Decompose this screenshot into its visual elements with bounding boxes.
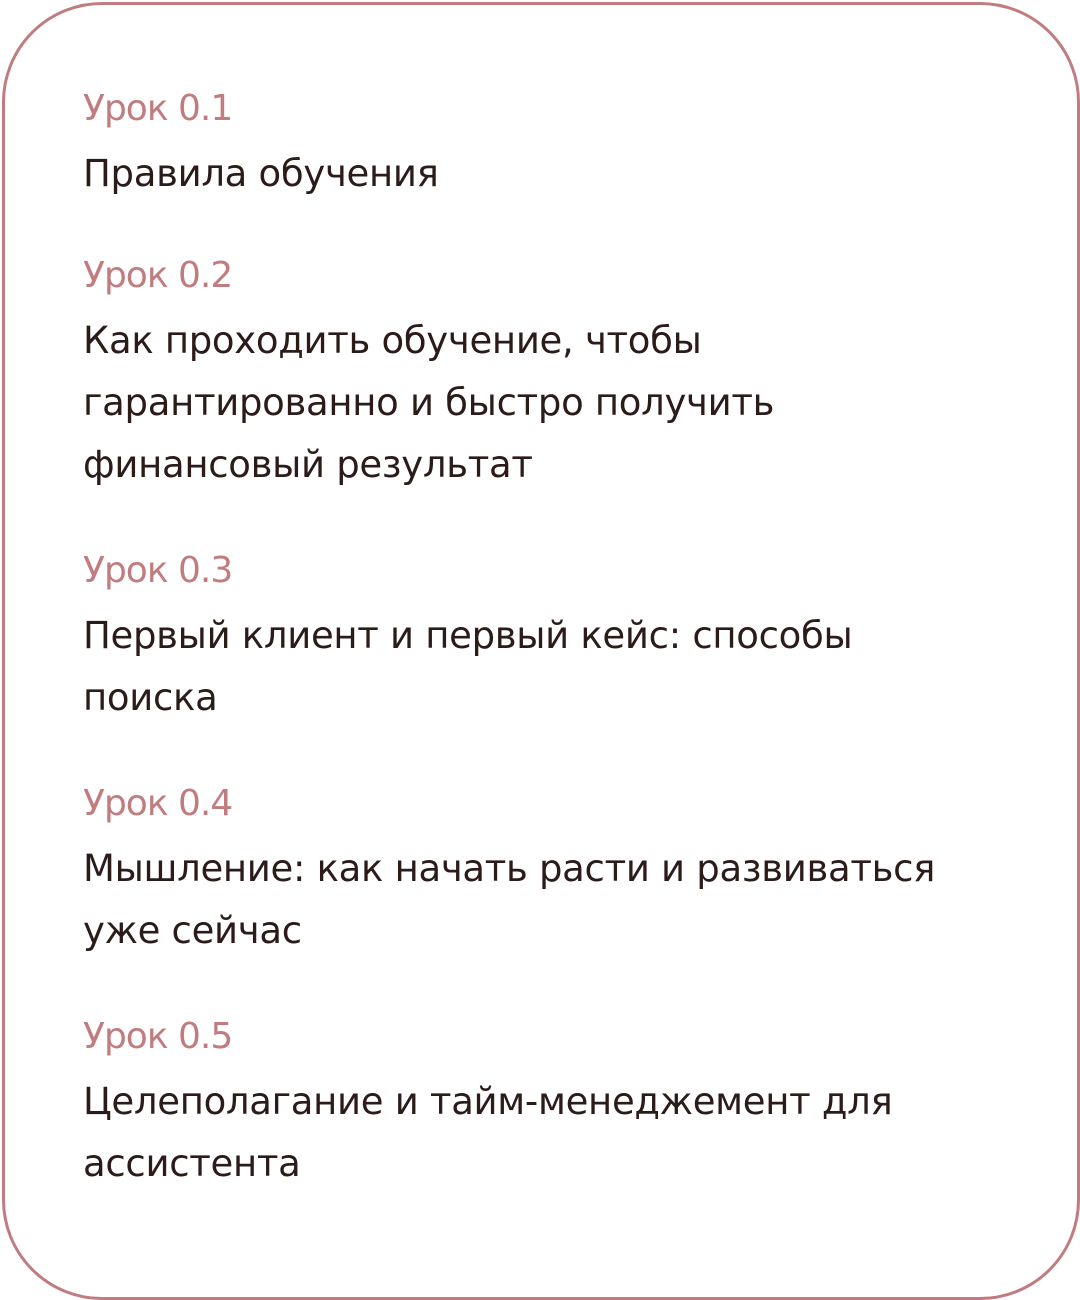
lesson-number: Урок 0.5	[83, 1016, 233, 1057]
lesson-item[interactable]	[83, 1012, 983, 1195]
lesson-title: Как проходить обучение, чтобы гарантированно и быстро получить финансовый результат	[83, 319, 775, 486]
lesson-title: Мышление: как начать расти и развиваться уже сейчас	[83, 847, 936, 952]
lesson-number: Урок 0.1	[83, 88, 233, 129]
lesson-title: Правила обучения	[83, 152, 439, 195]
lesson-item[interactable]	[83, 251, 983, 496]
lesson-list	[83, 84, 983, 1195]
lesson-title: Целеполагание и тайм-менеджемент для ассистента	[83, 1080, 893, 1185]
lesson-item[interactable]	[83, 84, 983, 205]
lesson-item[interactable]	[83, 546, 983, 729]
lesson-item[interactable]	[83, 779, 983, 962]
lesson-number: Урок 0.2	[83, 255, 233, 296]
lesson-number: Урок 0.3	[83, 550, 233, 591]
lessons-card	[2, 2, 1080, 1300]
lesson-title: Первый клиент и первый кейс: способы поиска	[83, 614, 853, 719]
lesson-number: Урок 0.4	[83, 783, 233, 824]
